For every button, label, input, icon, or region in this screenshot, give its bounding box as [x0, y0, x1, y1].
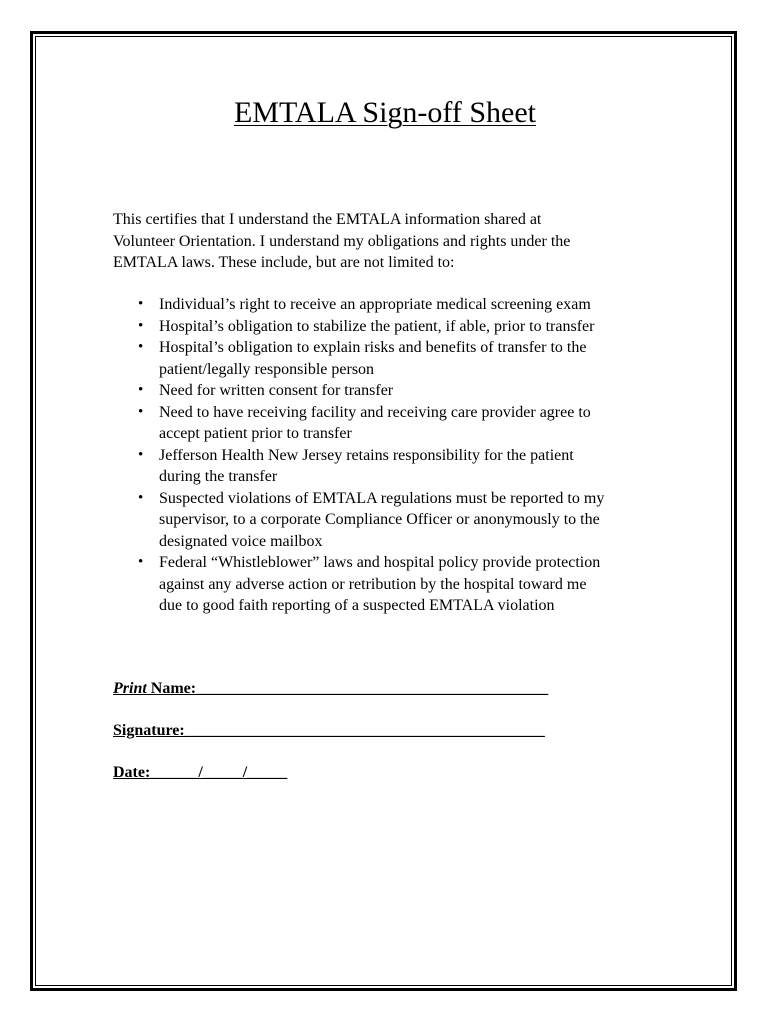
list-item: [113, 337, 693, 380]
list-item: [113, 316, 693, 338]
list-item-text: Jefferson Health New Jersey retains responsibility for the patient: [159, 446, 574, 464]
list-item-text: during the transfer: [159, 468, 278, 485]
bullet-icon: •: [138, 339, 144, 355]
intro-line: EMTALA laws. These include, but are not limited to:: [113, 254, 455, 271]
bullet-icon: •: [138, 489, 144, 506]
list-item-text: designated voice mailbox: [159, 532, 323, 550]
list-item-text: against any adverse action or retribution by the hospital toward me: [159, 575, 587, 593]
list-item-text: Hospital’s obligation to stabilize the patient, if able, prior to transfer: [159, 317, 595, 335]
intro-line: This certifies that I understand the EMTALA information shared at: [113, 211, 542, 228]
list-item: [113, 445, 693, 488]
list-item: [113, 552, 693, 617]
bullet-icon: •: [138, 296, 144, 312]
list-item: [113, 294, 693, 316]
bullet-icon: •: [138, 554, 144, 570]
print-word: Print: [113, 680, 147, 697]
list-item-text: supervisor, to a corporate Compliance Officer or anonymously to the: [159, 511, 600, 528]
list-item: [113, 402, 693, 445]
list-item-text: Need to have receiving facility and receiving care provider agree to: [159, 403, 591, 421]
bullet-icon: •: [138, 446, 144, 463]
name-label: Name:____________________________________________: [146, 680, 549, 697]
list-item-text: Hospital’s obligation to explain risks and benefits of transfer to the: [159, 339, 587, 356]
print-name-field[interactable]: [113, 680, 548, 698]
list-item: [113, 380, 693, 402]
obligations-list: [113, 294, 693, 617]
list-item-text: Suspected violations of EMTALA regulations must be reported to my: [159, 489, 605, 507]
list-item: [113, 488, 693, 553]
bullet-icon: •: [138, 403, 144, 420]
intro-line: Volunteer Orientation. I understand my obligations and rights under the: [113, 232, 571, 250]
list-item-text: accept patient prior to transfer: [159, 425, 352, 442]
list-item-text: Need for written consent for transfer: [159, 382, 394, 399]
intro-paragraph: [113, 209, 673, 274]
list-item-text: patient/legally responsible person: [159, 360, 375, 378]
date-field[interactable]: Date:______/_____/_____: [113, 764, 288, 781]
signature-field[interactable]: Signature:_____________________________________________: [113, 722, 545, 739]
bullet-icon: •: [138, 317, 144, 334]
list-item-text: Individual’s right to receive an appropriate medical screening exam: [159, 296, 591, 313]
bullet-icon: •: [138, 382, 144, 398]
page-title: EMTALA Sign-off Sheet: [233, 96, 537, 129]
list-item-text: due to good faith reporting of a suspected EMTALA violation: [159, 597, 555, 614]
list-item-text: Federal “Whistleblower” laws and hospital policy provide protection: [159, 554, 601, 571]
